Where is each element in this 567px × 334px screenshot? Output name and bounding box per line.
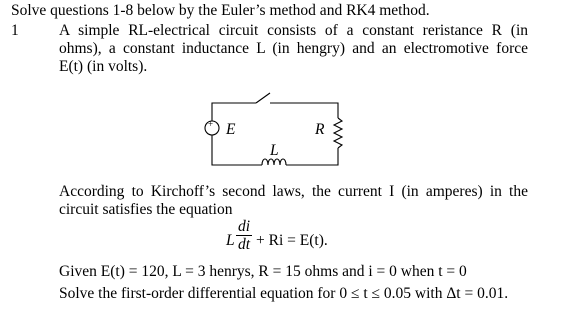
given-values-line: Given E(t) = 120, L = 3 henrys, R = 15 ohms and i = 0 when t = 0 xyxy=(59,263,467,280)
source-plus-sign: + xyxy=(208,119,214,129)
bottom-wire xyxy=(212,135,262,165)
intro-line-3: E(t) (in volts). xyxy=(59,58,148,75)
equation-fraction xyxy=(236,219,252,252)
right-wire xyxy=(286,148,338,165)
label-e: E xyxy=(226,121,236,138)
law-line-2: circuit satisfies the equation xyxy=(59,201,233,218)
top-wire-right xyxy=(270,103,338,118)
label-r: R xyxy=(315,121,325,138)
equation-coefficient: L xyxy=(226,232,235,249)
intro-line-1: A simple RL-electrical circuit consists of a constant reristance R (in xyxy=(59,22,528,39)
label-l: L xyxy=(270,142,279,159)
open-switch xyxy=(256,93,270,103)
top-wire-left xyxy=(212,103,256,121)
intro-line-2: ohms), a constant inductance L (in hengry) and an electromotive force xyxy=(59,40,528,57)
law-line-1: According to Kirchoff’s second laws, the current I (in amperes) in the xyxy=(59,183,528,200)
fraction-denominator: dt xyxy=(237,236,251,253)
equation-rest: + Ri = E(t). xyxy=(256,232,328,249)
resistor-zigzag xyxy=(334,118,342,148)
solve-instruction-line: Solve the first-order differential equation for 0 ≤ t ≤ 0.05 with Δt = 0.01. xyxy=(59,285,509,302)
fraction-numerator: di xyxy=(237,218,251,235)
problem-number: 1 xyxy=(11,22,19,39)
instructions-heading: Solve questions 1-8 below by the Euler’s method and RK4 method. xyxy=(11,2,430,19)
